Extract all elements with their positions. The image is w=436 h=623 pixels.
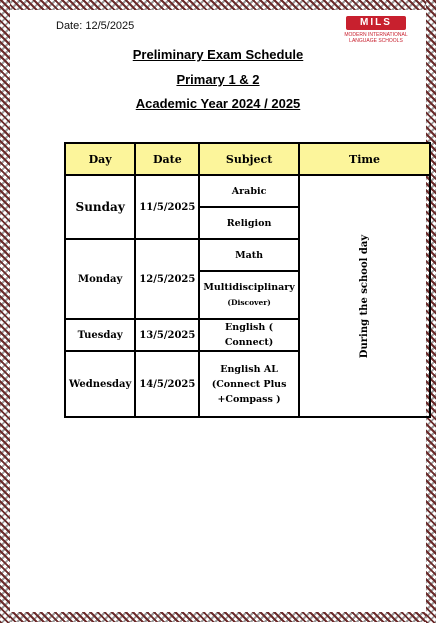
page-border-bottom bbox=[0, 612, 436, 622]
date-cell: 13/5/2025 bbox=[135, 319, 199, 351]
subject-note: (Discover) bbox=[227, 298, 271, 307]
day-cell: Sunday bbox=[65, 175, 135, 239]
logo-caption: MODERN INTERNATIONAL LANGUAGE SCHOOLS bbox=[344, 32, 408, 44]
subject-cell bbox=[199, 271, 298, 319]
subject-text: Religion bbox=[226, 217, 272, 229]
subject-cell bbox=[199, 239, 298, 271]
subject-text: Arabic bbox=[231, 185, 267, 197]
page-border-top bbox=[0, 0, 436, 10]
header-subject: Subject bbox=[199, 143, 298, 175]
subject-text: (Connect Plus bbox=[211, 378, 287, 390]
school-logo bbox=[342, 16, 410, 50]
table-row bbox=[65, 175, 430, 207]
time-cell bbox=[299, 175, 430, 417]
header-day: Day bbox=[65, 143, 135, 175]
subject-cell bbox=[199, 351, 298, 417]
subject-cell bbox=[199, 319, 298, 351]
logo-badge: MILS bbox=[346, 16, 406, 30]
day-cell: Monday bbox=[65, 239, 135, 319]
header-date: Date bbox=[135, 143, 199, 175]
subject-text: +Compass ) bbox=[217, 393, 281, 405]
subject-text: English AL bbox=[220, 363, 278, 375]
academic-year-heading: Academic Year 2024 / 2025 bbox=[135, 96, 301, 111]
subject-text: English ( Connect) bbox=[224, 322, 274, 348]
exam-schedule-table bbox=[64, 142, 431, 418]
day-cell: Wednesday bbox=[65, 351, 135, 417]
subject-text: Math bbox=[235, 249, 264, 261]
date-cell: 14/5/2025 bbox=[135, 351, 199, 417]
day-cell: Tuesday bbox=[65, 319, 135, 351]
date-cell: 11/5/2025 bbox=[135, 175, 199, 239]
schedule-title: Preliminary Exam Schedule bbox=[132, 47, 304, 62]
document-date: Date: 12/5/2025 bbox=[56, 20, 135, 32]
subject-cell bbox=[199, 207, 298, 239]
subject-cell bbox=[199, 175, 298, 207]
header-time: Time bbox=[299, 143, 430, 175]
table-header-row bbox=[65, 143, 430, 175]
page-border-left bbox=[0, 0, 10, 623]
grade-heading: Primary 1 & 2 bbox=[176, 72, 260, 87]
date-cell: 12/5/2025 bbox=[135, 239, 199, 319]
time-note: During the school day bbox=[359, 234, 371, 358]
subject-text: Multidisciplinary bbox=[203, 282, 295, 293]
